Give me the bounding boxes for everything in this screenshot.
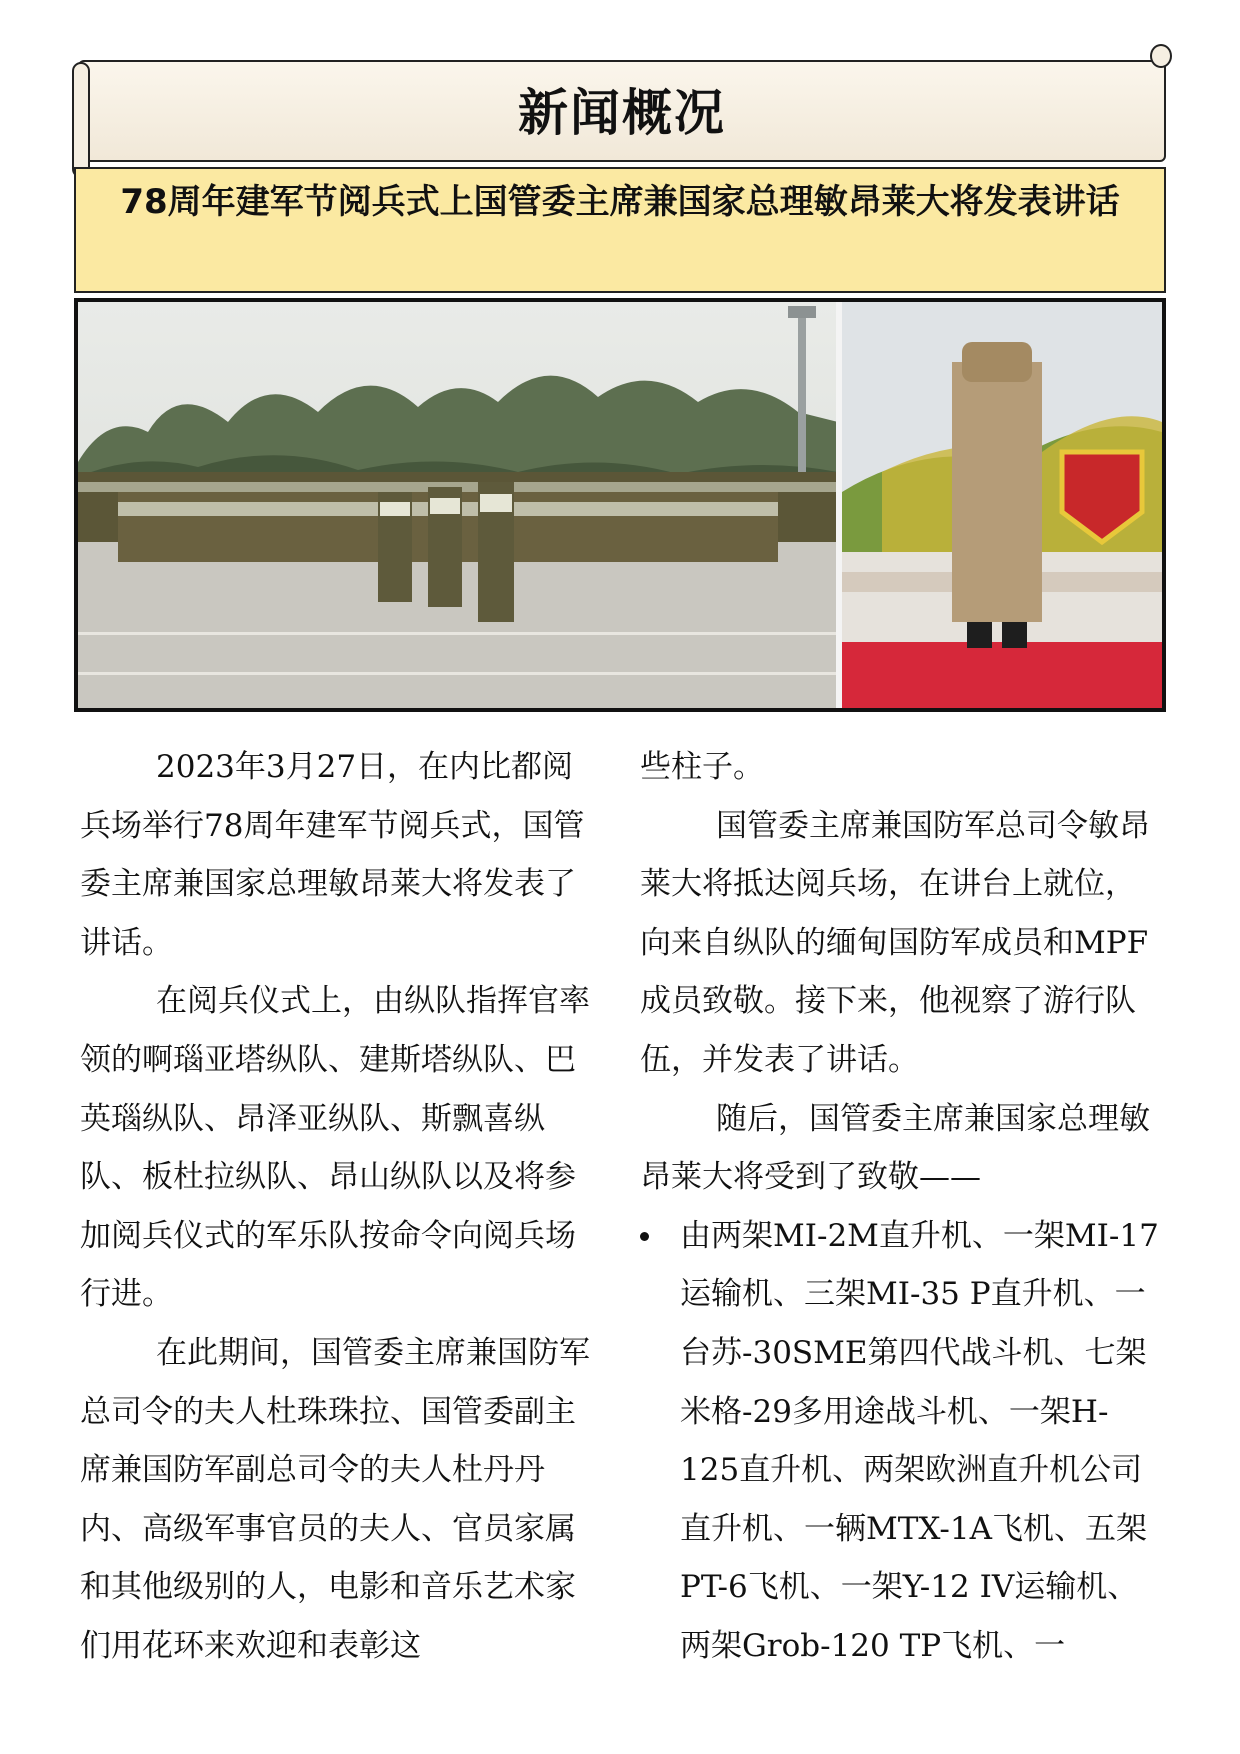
text-column-right — [640, 738, 1160, 1676]
news-photo — [74, 298, 1166, 712]
paragraph: 2023年3月27日，在内比都阅兵场举行78周年建军节阅兵式，国管委主席兼国家总理敏昂莱大将发表了讲话。 — [80, 749, 585, 961]
paragraph: 随后，国管委主席兼国家总理敏昂莱大将受到了致敬—— — [640, 1100, 1150, 1196]
bullet-list-item — [640, 1207, 1160, 1676]
scroll-curl-right — [1150, 44, 1172, 68]
parade-troops-photo — [78, 302, 838, 708]
section-title: 新闻概况 — [518, 84, 726, 142]
headline: 78周年建军节阅兵式上国管委主席兼国家总理敏昂莱大将发表讲话 — [120, 182, 1120, 222]
text-column-left — [80, 738, 600, 1676]
paragraph-continuation: 些柱子。 — [640, 749, 764, 785]
general-salute-photo — [842, 302, 1162, 708]
paragraph: 在阅兵仪式上，由纵队指挥官率领的啊瑙亚塔纵队、建斯塔纵队、巴英瑙纵队、昂泽亚纵队、斯飘喜纵队、板杜拉纵队、昂山纵队以及将参加阅兵仪式的军乐队按命令向阅兵场行进。 — [80, 983, 590, 1313]
bullet-text: 由两架MI-2M直升机、一架MI-17运输机、三架MI-35 P直升机、一台苏-30SME第四代战斗机、七架米格-29多用途战斗机、一架H-125直升机、两架欧洲直升机公司直升机、一辆MTX-1A飞机、五架PT-6飞机、一架Y-12 IV运输机、两架Grob-120 TP飞机、一 — [680, 1217, 1159, 1664]
paragraph: 在此期间，国管委主席兼国防军总司令的夫人杜珠珠拉、国管委副主席兼国防军副总司令的夫人杜丹丹内、高级军事官员的夫人、官员家属和其他级别的人，电影和音乐艺术家们用花环来欢迎和表彰这 — [80, 1334, 590, 1664]
bullet-dot-icon — [640, 1232, 649, 1241]
paragraph: 国管委主席兼国防军总司令敏昂莱大将抵达阅兵场，在讲台上就位，向来自纵队的缅甸国防军成员和MPF成员致敬。接下来，他视察了游行队伍，并发表了讲话。 — [640, 807, 1150, 1078]
